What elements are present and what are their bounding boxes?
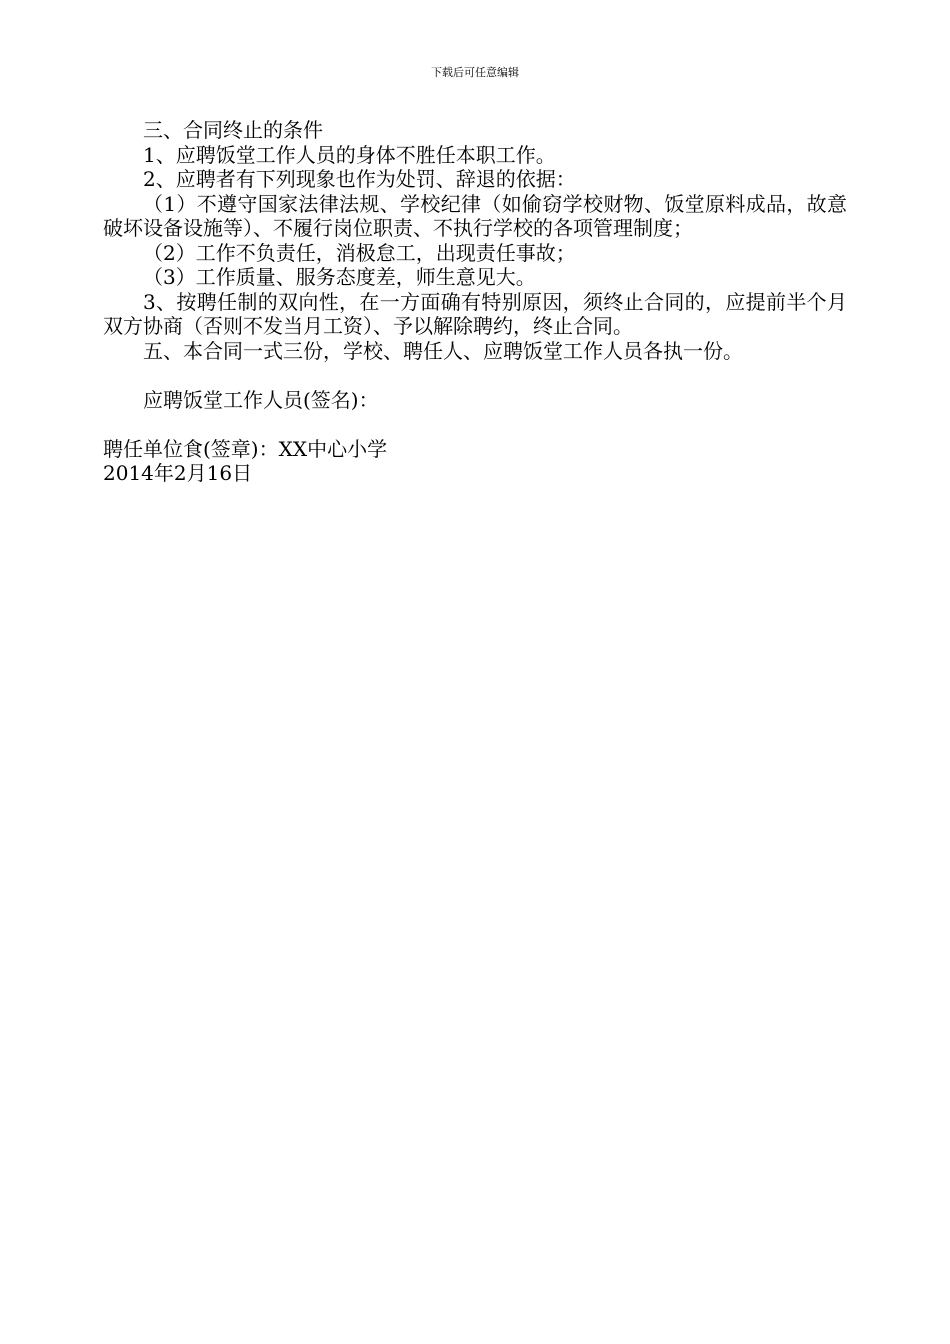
section-heading-termination: 三、合同终止的条件 [143,118,323,142]
blank-line [103,412,847,437]
paragraph-item-2: （2）工作不负责任，消极怠工，出现责任事故； [143,240,576,265]
section-heading-copies: 五、本合同一式三份，学校、聘任人、应聘饭堂工作人员各执一份。 [143,338,743,363]
blank-line [103,363,847,388]
document-body [103,118,847,486]
paragraph-clause-2: 2、应聘者有下列现象也作为处罚、辞退的依据： [143,167,576,191]
header-note: 下载后可任意编辑 [431,66,519,79]
paragraph-clause-1: 1、应聘饭堂工作人员的身体不胜任本职工作。 [143,142,556,167]
paragraph-item-1: （1）不遵守国家法律法规、学校纪律（如偷窃学校财物、饭堂原料成品，故意破坏设备设施等）、不履行岗位职责、不执行学校的各项管理制度； [103,191,847,240]
employee-signature-line: 应聘饭堂工作人员(签名)： [143,387,379,412]
signature-date: 2014年2月16日 [103,461,253,485]
employer-signature-line: 聘任单位食(签章)：XX中心小学 [103,436,388,461]
paragraph-item-3: （3）工作质量、服务态度差，师生意见大。 [143,265,536,289]
paragraph-clause-3: 3、按聘任制的双向性，在一方面确有特别原因，须终止合同的，应提前半个月双方协商（否则不发当月工资）、予以解除聘约，终止合同。 [103,289,847,338]
